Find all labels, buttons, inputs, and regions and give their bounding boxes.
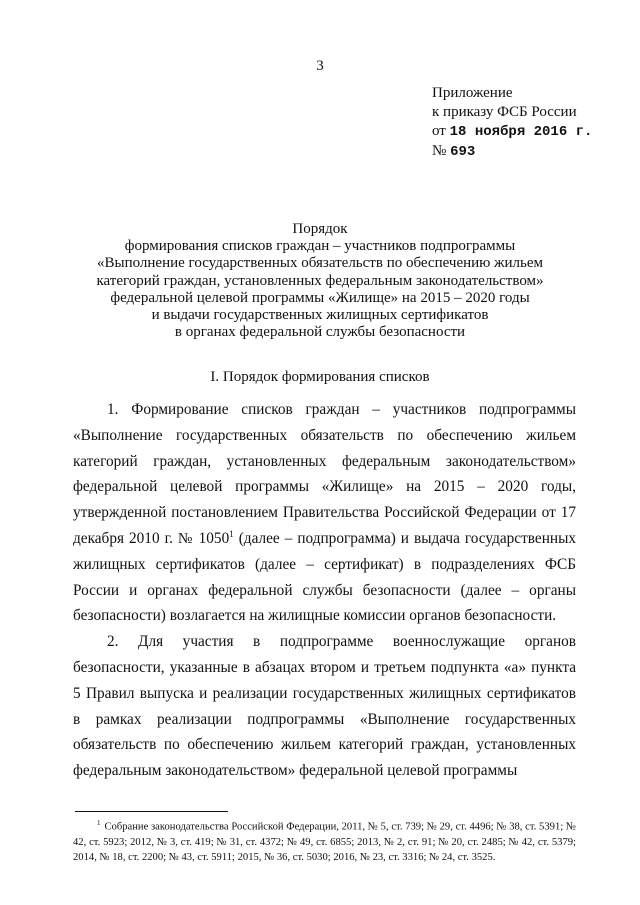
appendix-number-prefix: № xyxy=(432,143,447,159)
appendix-block xyxy=(432,84,592,162)
title-line: «Выполнение государственных обязательств по обеспечению жильем xyxy=(97,255,543,272)
appendix-order-ref: к приказу ФСБ России xyxy=(432,104,577,120)
appendix-label: Приложение xyxy=(432,85,513,101)
body-text xyxy=(73,397,576,784)
section-heading: I. Порядок формирования списков xyxy=(210,369,430,385)
footnote-ref: 1 xyxy=(229,528,234,539)
title-line: и выдачи государственных жилищных сертификатов xyxy=(151,307,489,324)
footnote-text-block xyxy=(73,816,576,865)
paragraph-1-text-cont: (далее – подпрограмма) и выдача государственных жилищных сертификатов (далее – сертификат) в подразделениях ФСБ России и органах федеральной службы безопасности (далее – органы безопасности) возлагается на жилищные комиссии органов безопасности. xyxy=(73,529,576,625)
title-line: федеральной целевой программы «Жилище» на 2015 – 2020 годы xyxy=(110,289,530,306)
appendix-date: 18 ноября 2016 г. xyxy=(449,124,593,140)
appendix-number-line xyxy=(432,142,592,162)
footnote-text: Собрание законодательства Российской Федерации, 2011, № 5, ст. 739; № 29, ст. 4496; № 38, ст. 5391; № 42, ст. 5923; 2012, № 3, ст. 419; № 31, ст. 4372; № 49, ст. 6855; 2013, № 2, ст. 91; № 20, ст. 2485; № 42, ст. 5379; 2014, № 18, ст. 2200; № 43, ст. 5911; 2015, № 36, ст. 5030; 2016, № 23, ст. 3316; № 24, ст. 3525. xyxy=(73,821,576,863)
title-line: в органах федеральной службы безопасности xyxy=(174,324,466,341)
title-line: формирования списков граждан – участников подпрограммы xyxy=(124,238,516,255)
footnote xyxy=(73,816,576,865)
title-line: Порядок xyxy=(292,221,348,237)
page-number: 3 xyxy=(316,58,324,74)
document-title xyxy=(60,221,580,341)
appendix-number: 693 xyxy=(450,144,476,160)
footnote-number: 1 xyxy=(97,819,101,827)
paragraph-1 xyxy=(73,397,576,629)
paragraph-1-text: 1. Формирование списков граждан – участников подпрограммы «Выполнение государственных обязательств по обеспечению жильем категорий граждан, установленных федеральным законодательством» федеральной целевой программы «Жилище» на 2015 – 2020 годы, утвержденной постановлением Правительства Российской Федерации от 17 декабря 2010 г. № 1050 xyxy=(73,401,576,547)
appendix-date-prefix: от xyxy=(432,123,446,139)
appendix-date-line xyxy=(432,122,592,142)
title-line: категорий граждан, установленных федеральным законодательством» xyxy=(96,272,544,289)
paragraph-2: 2. Для участия в подпрограмме военнослужащие органов безопасности, указанные в абзацах втором и третьем подпункта «а» пункта 5 Правил выпуска и реализации государственных жилищных сертификатов в рамках реализации подпрограммы «Выполнение государственных обязательств по обеспечению жильем категорий граждан, установленных федеральным законодательством» федеральной целевой программы xyxy=(73,633,576,780)
footnote-divider xyxy=(75,811,228,812)
